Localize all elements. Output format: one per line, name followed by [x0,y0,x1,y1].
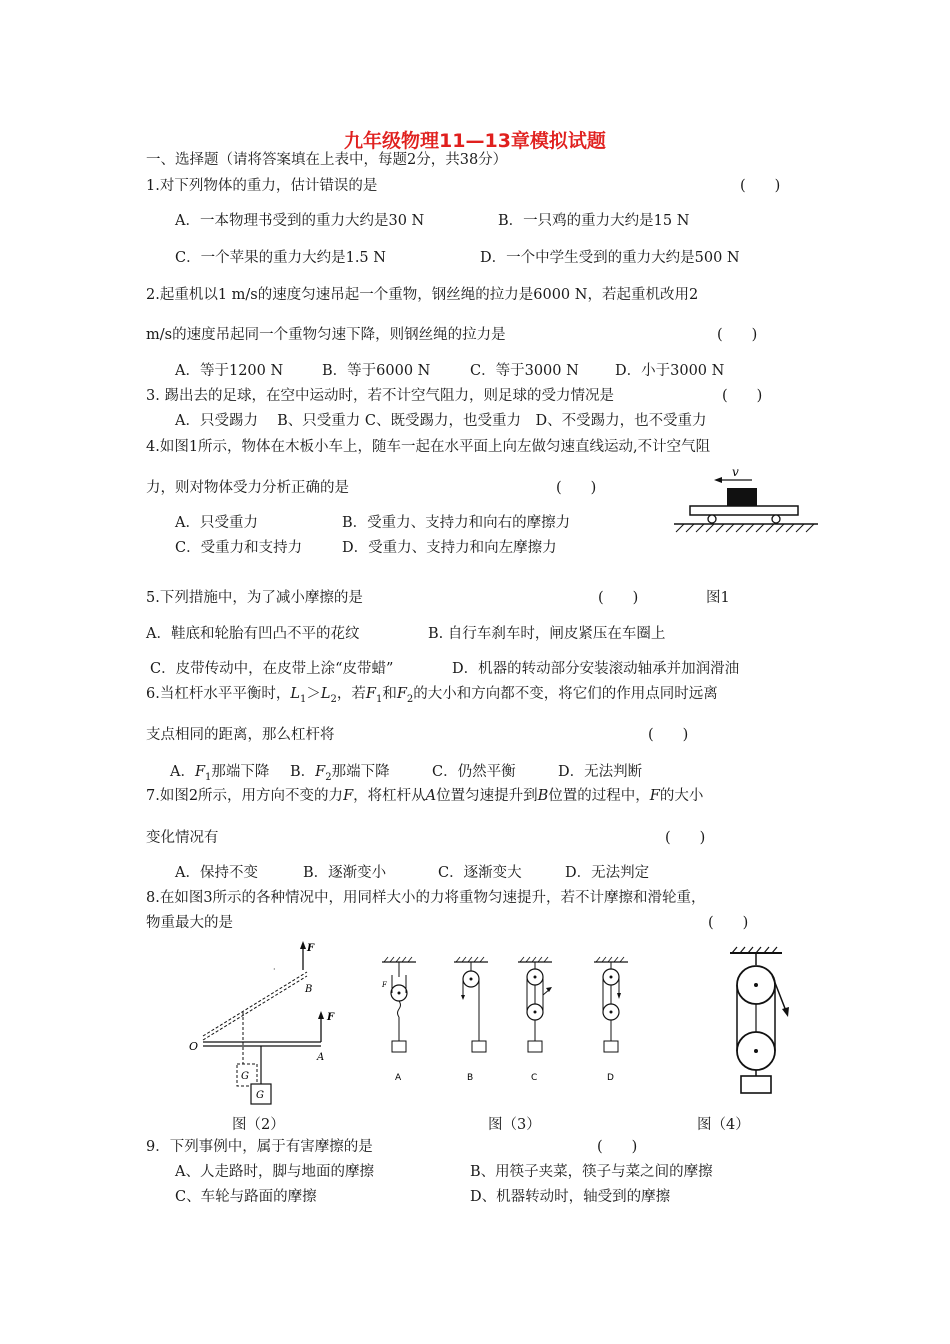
q5-option-d: D．机器的转动部分安装滚动轴承并加润滑油 [452,661,740,677]
figure-1-caption: 图1 [706,590,730,606]
q7-answer-blank: ( ) [665,830,706,846]
q4-stem-line2: 力，则对物体受力分析正确的是 [146,480,349,496]
exam-title: 九年级物理11—13章模拟试题 [344,130,606,152]
q3-options: A．只受踢力 B、只受重力 C、既受踢力，也受重力 D、不受踢力，也不受重力 [175,413,707,429]
figure-4-pulley-block [720,945,800,1095]
q2-option-b: B．等于6000 N [322,363,431,379]
q2-option-a: A．等于1200 N [175,363,284,379]
q6-F2-sub: 2 [406,693,414,705]
q2-stem-line2: m/s的速度吊起同一个重物匀速下降，则钢丝绳的拉力是 [146,327,506,343]
fig3-label-F: F [382,981,387,989]
q6-a-F: F [194,764,206,780]
figure-2-caption: 图（2） [232,1117,285,1133]
fig3-label-B: B [467,1073,474,1083]
q7-option-b: B．逐渐变小 [303,865,387,881]
q6-and: 和 [382,686,397,702]
q6-a-sub: 1 [205,771,212,783]
q6-text-2: ，若 [336,686,366,702]
q6-b-F: F [315,764,326,780]
q5-answer-blank: ( ) [598,590,639,606]
q6-F2: F [396,686,407,702]
q9-answer-blank: ( ) [597,1139,638,1155]
q9-option-b: B、用筷子夹菜，筷子与菜之间的摩擦 [470,1164,713,1180]
fig1-wheel-left [708,515,716,523]
q6-a-prefix: A． [170,764,195,780]
q5-option-c: C．皮带传动中，在皮带上涂“皮带蜡” [150,661,394,677]
fig3-label-A: A [395,1073,402,1083]
q2-stem-line1: 2.起重机以1 m/s的速度匀速吊起一个重物，钢丝绳的拉力是6000 N，若起重机改用2 [146,287,699,303]
q7-text-3: 位置匀速提升到 [436,788,538,804]
q7-text-4: 位置的过程中， [548,788,650,804]
figure-3-caption: 图（3） [488,1117,541,1133]
q6-L2: L [320,686,331,702]
fig4-weight [741,1076,771,1093]
fig1-ground-hatch [676,524,814,532]
q4-stem-line1: 4.如图1所示，物体在木板小车上，随车一起在水平面上向左做匀速直线运动,不计空气阻 [146,439,711,455]
q7-F: F [343,788,354,804]
q1-stem: 1.对下列物体的重力，估计错误的是 [146,178,378,194]
q6-a-text: 那端下降 [211,764,270,780]
q5-option-a: A．鞋底和轮胎有凹凸不平的花纹 [146,626,360,642]
q1-option-c: C．一个苹果的重力大约是1.5 N [175,250,386,266]
q6-L1-sub: 1 [299,693,307,705]
q3-stem: 3. 踢出去的足球，在空中运动时，若不计空气阻力，则足球的受力情况是 [146,388,614,404]
fig2-label-F-mid: F [327,1012,335,1023]
q1-option-d: D．一个中学生受到的重力大约是500 N [480,250,740,266]
section-heading: 一、选择题（请将答案填在上表中，每题2分，共38分） [146,152,508,168]
q6-b-sub: 2 [325,771,332,783]
q6-F1-sub: 1 [375,693,383,705]
q5-option-b: B. 自行车刹车时，闸皮紧压在车圈上 [428,626,666,642]
q6-option-a [170,763,269,787]
q6-option-b [290,763,390,787]
figure-4-caption: 图（4） [697,1117,750,1133]
q1-option-b: B．一只鸡的重力大约是15 N [498,213,690,229]
q6-b-text: 那端下降 [331,764,390,780]
q9-option-a: A、人走路时，脚与地面的摩擦 [175,1164,374,1180]
q4-option-c: C．受重力和支持力 [175,540,303,556]
fig3-setup-d [594,957,628,1083]
fig3-setup-a [381,957,416,1083]
q6-b-prefix: B． [290,764,316,780]
q4-option-d: D．受重力、支持力和向左摩擦力 [342,540,557,556]
q6-L1: L [290,686,300,702]
q8-answer-blank: ( ) [708,915,749,931]
q6-text-1: 6.当杠杆水平平衡时， [146,686,291,702]
figure-2-lever-diagram [185,938,345,1108]
q7-stem-line2: 变化情况有 [146,830,219,846]
fig1-block [727,488,757,506]
q6-text-3: 的大小和方向都不变，将它们的作用点同时远离 [413,686,718,702]
q7-F2: F [649,788,660,804]
fig2-label-F-top: F [307,943,315,954]
q6-stem-line1 [146,685,718,709]
fig3-setup-c [518,957,552,1083]
q4-option-b: B．受重力、支持力和向右的摩擦力 [342,515,571,531]
q2-answer-blank: ( ) [717,327,758,343]
q9-option-d: D、机器转动时，轴受到的摩擦 [470,1189,671,1205]
q4-answer-blank: ( ) [556,480,597,496]
fig1-velocity-label: v [732,465,739,479]
q8-stem-line1: 8.在如图3所示的各种情况中，用同样大小的力将重物匀速提升，若不计摩擦和滑轮重， [146,890,706,906]
q7-stem-line1 [146,787,703,805]
q1-answer-blank: ( ) [740,178,781,194]
fig2-label-G: G [256,1090,264,1101]
q7-A: A [425,788,437,804]
fig1-wheel-right [772,515,780,523]
fig2-lever-dashed-upper [203,972,307,1036]
fig1-arrowhead [714,477,722,483]
q8-stem-line2: 物重最大的是 [146,915,233,931]
q7-text-1: 7.如图2所示，用方向不变的力 [146,788,344,804]
q6-gt: ＞ [306,686,321,702]
q2-option-c: C．等于3000 N [470,363,579,379]
q6-answer-blank: ( ) [648,727,689,743]
q2-option-d: D．小于3000 N [615,363,725,379]
fig3-label-D: D [607,1073,614,1083]
fig2-label-B: B [305,984,313,995]
q3-answer-blank: ( ) [722,388,763,404]
q9-stem: 9．下列事例中，属于有害摩擦的是 [146,1139,373,1155]
q4-option-a: A．只受重力 [175,515,258,531]
fig2-label-A: A [317,1052,325,1063]
q7-option-d: D．无法判定 [565,865,650,881]
q7-text-5: 的大小 [659,788,704,804]
q6-option-d: D．无法判断 [558,764,643,780]
q6-option-c: C．仍然平衡 [432,764,516,780]
fig2-label-G-dashed: G [241,1071,249,1082]
q7-option-a: A．保持不变 [175,865,258,881]
svg-text:·: · [273,965,276,974]
figure-3-pulley-diagrams [372,955,642,1090]
q6-stem-line2: 支点相同的距离，那么杠杆将 [146,727,335,743]
q7-option-c: C．逐渐变大 [438,865,522,881]
fig3-label-C: C [531,1073,538,1083]
fig1-cart-board [690,506,798,515]
fig2-lever-dashed-lower [203,976,307,1040]
q7-text-2: ，将杠杆从 [353,788,426,804]
q6-F1: F [365,686,376,702]
q9-option-c: C、车轮与路面的摩擦 [175,1189,317,1205]
q6-L2-sub: 2 [330,693,337,705]
q5-stem: 5.下列措施中，为了减小摩擦的是 [146,590,363,606]
q1-option-a: A．一本物理书受到的重力大约是30 N [175,213,425,229]
q7-B: B [537,788,549,804]
fig2-label-O: O [189,1040,199,1053]
fig3-setup-b [454,957,488,1083]
figure-1-cart-diagram [672,462,822,540]
